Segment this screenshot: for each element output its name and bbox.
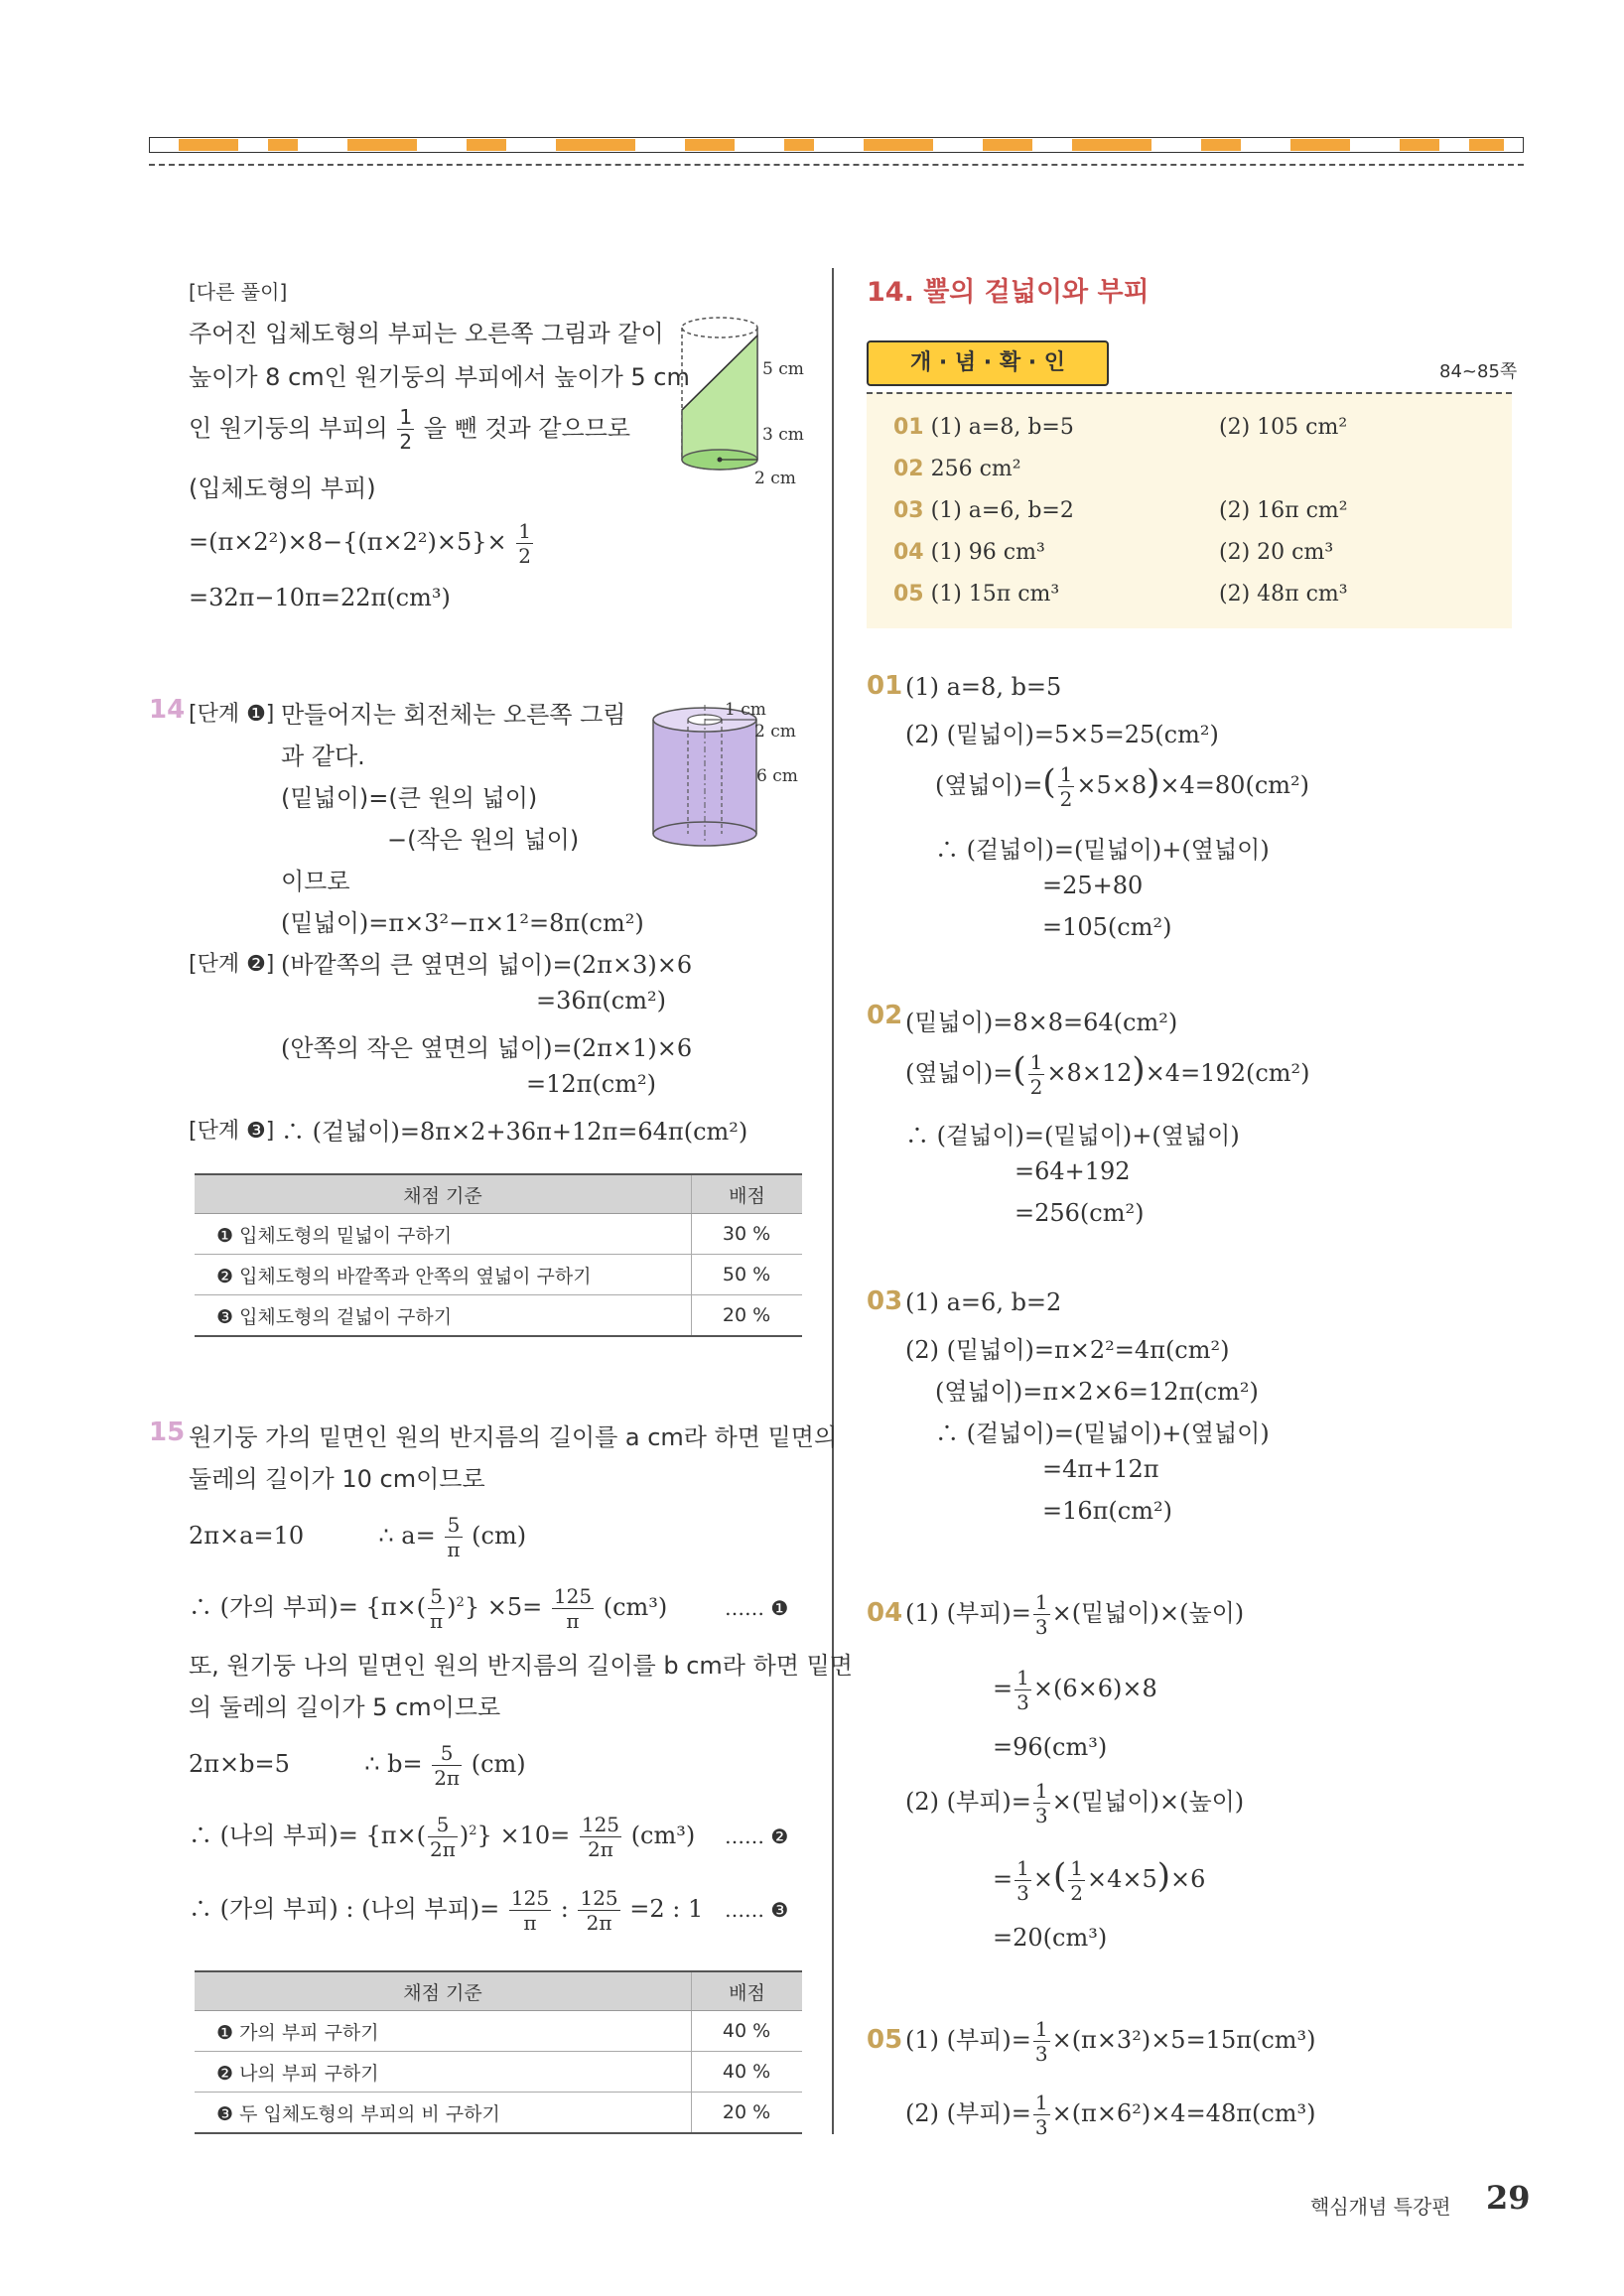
alt-line-1: 주어진 입체도형의 부피는 오른쪽 그림과 같이: [189, 320, 664, 347]
alt-line-3-b: 을 뺀 것과 같으므로: [423, 414, 631, 443]
answer-02-line-3: ∴ (겉넓이)=(밑넓이)+(옆넓이): [905, 1122, 1240, 1149]
table-row: ❸ 두 입체도형의 부피의 비 구하기 20 %: [195, 2093, 802, 2134]
table-header-points: 배점: [692, 1174, 803, 1214]
q15-number: 15: [149, 1418, 186, 1447]
q14-scoring-table: [195, 1173, 802, 1337]
q15-scoring-table: [195, 1970, 802, 2134]
fig2-label-2cm: 2 cm: [754, 722, 796, 742]
q14-step2: [단계 ❷]: [189, 952, 275, 977]
answer-04-line-4: (2) (부피)= $\frac{1}{3}$ ×(밑넓이)×(높이): [905, 1779, 1245, 1827]
table-row: ❷ 입체도형의 바깥쪽과 안쪽의 옆넓이 구하기 50 %: [195, 1255, 802, 1295]
answer-01-line-1: (1) a=8, b=5: [905, 673, 1062, 701]
concept-check-tab: 개 · 념 · 확 · 인: [867, 340, 1109, 386]
fraction-b: $\frac{5}{2\pi}$: [434, 1741, 461, 1790]
fig2-label-6cm: 6 cm: [756, 766, 798, 786]
concept-pages: 84~85쪽: [1439, 361, 1518, 382]
alt-solution-title: [다른 풀이]: [189, 280, 288, 304]
q14-line-11: ∴ (겉넓이)=8π×2+36π+12π=64π(cm²): [281, 1118, 748, 1146]
table-row: ❶ 입체도형의 밑넓이 구하기 30 %: [195, 1214, 802, 1255]
section-title: 14. 뿔의 겉넓이와 부피: [867, 277, 1150, 308]
q15-line-8: ∴ (나의 부피)= {π×( $\frac{5}{2\pi}$ )$^2$} ×10= $\frac{125}{2\pi}$ (cm³): [189, 1813, 696, 1861]
alt-line-5: =(π×2²)×8−{(π×2²)×5}× $\frac{1}{2}$: [189, 519, 531, 568]
q14-line-4: −(작은 원의 넓이): [387, 826, 580, 854]
answer-05-line-2: (2) (부피)= $\frac{1}{3}$ ×(π×6²)×4=48π(cm³): [905, 2091, 1316, 2139]
top-dashed-line: [149, 164, 1524, 166]
answer-05-number: 05: [867, 2025, 903, 2055]
q15-mark-1: …… ❶: [725, 1596, 789, 1620]
answer-02-line-2: (옆넓이)=( $\frac{1}{2}$ ×8×12)×4=192(cm²): [905, 1050, 1310, 1099]
footer-page-number: 29: [1486, 2179, 1531, 2217]
concept-answer-04: 04 (1) 96 cm³: [893, 540, 1045, 565]
q14-line-8: =36π(cm²): [536, 987, 666, 1014]
q14-line-5: 이므로: [281, 868, 350, 895]
column-divider: [832, 268, 834, 2134]
q14-step3: [단계 ❸]: [189, 1119, 275, 1144]
fraction-third: $\frac{1}{3}$: [1034, 2017, 1048, 2066]
fraction-half: $\frac{1}{2}$: [518, 519, 531, 568]
fig2-label-1cm: 1 cm: [725, 700, 766, 720]
concept-answer-05: 05 (1) 15π cm³: [893, 582, 1060, 607]
fraction-third: $\frac{1}{3}$: [1016, 1856, 1029, 1905]
answer-03-line-2: (2) (밑넓이)=π×2²=4π(cm²): [905, 1336, 1230, 1364]
answer-03-line-5: =4π+12π: [1042, 1455, 1159, 1483]
answer-01-line-6: =105(cm²): [1042, 913, 1172, 941]
answer-01-line-4: ∴ (겉넓이)=(밑넓이)+(옆넓이): [935, 836, 1270, 864]
q15-line-1: 원기둥 가의 밑면인 원의 반지름의 길이를 a cm라 하면 밑면의: [189, 1423, 838, 1451]
footer-book-label: 핵심개념 특강편: [1310, 2195, 1451, 2219]
table-header-criteria: 채점 기준: [195, 1971, 692, 2011]
fig1-label-5cm: 5 cm: [762, 359, 804, 379]
q15-line-5: 또, 원기둥 나의 밑면인 원의 반지름의 길이를 b cm라 하면 밑면: [189, 1652, 853, 1680]
answer-01-line-3: (옆넓이)=( $\frac{1}{2}$ ×5×8)×4=80(cm²): [935, 762, 1309, 811]
fraction-b: $\frac{5}{2\pi}$: [430, 1813, 456, 1861]
q14-line-7: (바깥쪽의 큰 옆면의 넓이)=(2π×3)×6: [281, 951, 693, 979]
fraction-half: $\frac{1}{2}$: [1070, 1856, 1083, 1905]
fraction-third: $\frac{1}{3}$: [1016, 1666, 1029, 1714]
fraction-third: $\frac{1}{3}$: [1034, 1590, 1048, 1639]
alt-line-6: =32π−10π=22π(cm³): [189, 584, 451, 611]
answer-03-line-3: (옆넓이)=π×2×6=12π(cm²): [935, 1378, 1259, 1406]
answer-03-line-6: =16π(cm²): [1042, 1497, 1172, 1525]
q14-line-10: =12π(cm²): [526, 1070, 656, 1098]
table-row: ❶ 가의 부피 구하기 40 %: [195, 2011, 802, 2052]
answer-02-line-5: =256(cm²): [1015, 1199, 1145, 1227]
fraction-v-ga: $\frac{125}{\pi}$: [553, 1584, 593, 1633]
fig1-label-2cm: 2 cm: [754, 469, 796, 488]
answer-02-line-4: =64+192: [1015, 1157, 1131, 1185]
concept-answer-02: 02 256 cm²: [893, 457, 1021, 481]
q14-line-1: 만들어지는 회전체는 오른쪽 그림: [281, 701, 626, 729]
concept-answer-04b: (2) 20 cm³: [1219, 540, 1334, 565]
fraction-third: $\frac{1}{3}$: [1034, 1779, 1048, 1827]
q15-line-4: ∴ (가의 부피)= {π×( $\frac{5}{\pi}$ )$^2$} ×5= $\frac{125}{\pi}$ (cm³): [189, 1584, 668, 1633]
answer-03-line-1: (1) a=6, b=2: [905, 1288, 1062, 1316]
fig1-label-3cm: 3 cm: [762, 425, 804, 445]
q15-line-6: 의 둘레의 길이가 5 cm이므로: [189, 1693, 501, 1721]
answer-03-number: 03: [867, 1286, 903, 1316]
cut-cylinder-figure: [675, 316, 804, 489]
table-row: ❷ 나의 부피 구하기 40 %: [195, 2052, 802, 2093]
q14-number: 14: [149, 695, 186, 725]
q14-line-6: (밑넓이)=π×3²−π×1²=8π(cm²): [281, 909, 644, 937]
alt-line-3: [189, 407, 630, 452]
fraction-half: $\frac{1}{2}$: [399, 405, 413, 454]
answer-04-line-3: =96(cm³): [993, 1733, 1108, 1761]
concept-answer-03b: (2) 16π cm²: [1219, 498, 1348, 523]
q14-line-9: (안쪽의 작은 옆면의 넓이)=(2π×1)×6: [281, 1034, 693, 1062]
answer-04-number: 04: [867, 1598, 903, 1628]
q15-line-3: 2π×a=10 ∴ a= $\frac{5}{\pi}$ (cm): [189, 1513, 527, 1561]
q15-line-2: 둘레의 길이가 10 cm이므로: [189, 1465, 485, 1493]
fraction-a: $\frac{5}{\pi}$: [447, 1513, 461, 1561]
alt-line-4: (입체도형의 부피): [189, 474, 376, 502]
answer-04-line-1: (1) (부피)= $\frac{1}{3}$ ×(밑넓이)×(높이): [905, 1590, 1245, 1639]
table-header-criteria: 채점 기준: [195, 1174, 692, 1214]
answer-01-number: 01: [867, 671, 903, 701]
answer-04-line-5: = $\frac{1}{3}$ ×( $\frac{1}{2}$ ×4×5)×6: [993, 1856, 1206, 1905]
q15-line-7: 2π×b=5 ∴ b= $\frac{5}{2\pi}$ (cm): [189, 1741, 526, 1790]
alt-line-2: 높이가 8 cm인 원기둥의 부피에서 높이가 5 cm: [189, 363, 690, 391]
q15-line-9: ∴ (가의 부피) : (나의 부피)= $\frac{125}{\pi}$ : $\frac{125}{2\pi}$ =2 : 1: [189, 1886, 704, 1935]
fraction-v-na: $\frac{125}{2\pi}$: [581, 1813, 620, 1861]
table-row: ❸ 입체도형의 겉넓이 구하기 20 %: [195, 1295, 802, 1337]
answer-01-line-5: =25+80: [1042, 872, 1144, 899]
q14-line-2: 과 같다.: [281, 743, 365, 770]
table-header-points: 배점: [692, 1971, 803, 2011]
top-decorative-bar: [149, 137, 1524, 153]
answer-02-number: 02: [867, 1001, 903, 1030]
fraction-third: $\frac{1}{3}$: [1034, 2091, 1048, 2139]
answer-03-line-4: ∴ (겉넓이)=(밑넓이)+(옆넓이): [935, 1419, 1270, 1447]
concept-dashed-line: [867, 392, 1512, 394]
q15-mark-3: …… ❸: [725, 1898, 789, 1922]
concept-answer-01b: (2) 105 cm²: [1219, 415, 1348, 440]
alt-line-3-a: 인 원기둥의 부피의: [189, 414, 388, 443]
fraction-half: $\frac{1}{2}$: [1029, 1050, 1043, 1099]
concept-answer-01: 01 (1) a=8, b=5: [893, 415, 1074, 440]
fraction-a: $\frac{5}{\pi}$: [430, 1584, 444, 1633]
concept-answer-03: 03 (1) a=6, b=2: [893, 498, 1074, 523]
answer-01-line-2: (2) (밑넓이)=5×5=25(cm²): [905, 721, 1219, 748]
fraction-half: $\frac{1}{2}$: [1059, 762, 1073, 811]
q15-mark-2: …… ❷: [725, 1824, 789, 1848]
q14-step1: [단계 ❶]: [189, 702, 275, 727]
q14-line-3: (밑넓이)=(큰 원의 넓이): [281, 784, 538, 812]
fraction-v-na: $\frac{125}{2\pi}$: [580, 1886, 618, 1935]
concept-answer-05b: (2) 48π cm³: [1219, 582, 1348, 607]
answer-02-line-1: (밑넓이)=8×8=64(cm²): [905, 1009, 1178, 1036]
answer-05-line-1: (1) (부피)= $\frac{1}{3}$ ×(π×3²)×5=15π(cm³): [905, 2017, 1316, 2066]
fraction-v-ga: $\frac{125}{\pi}$: [510, 1886, 550, 1935]
answer-04-line-2: = $\frac{1}{3}$ ×(6×6)×8: [993, 1666, 1157, 1714]
answer-04-line-6: =20(cm³): [993, 1924, 1108, 1952]
